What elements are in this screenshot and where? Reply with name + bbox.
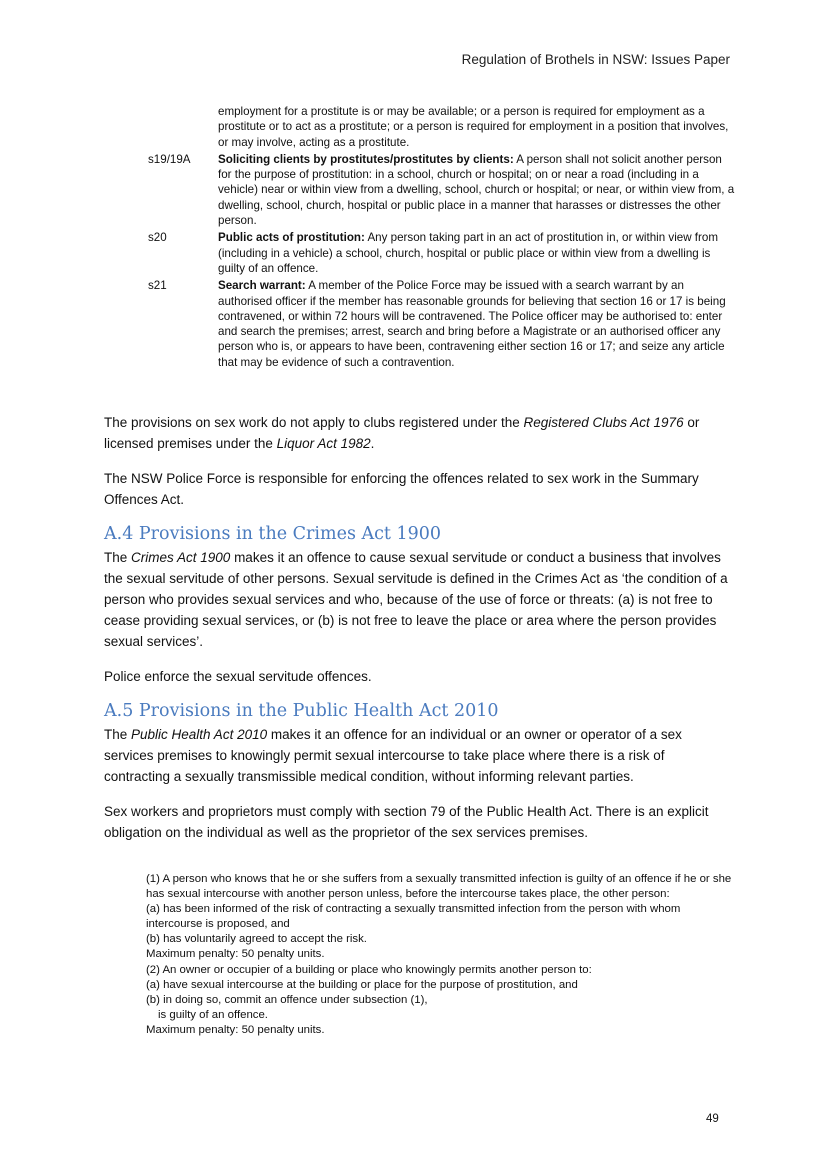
paragraph-crimes-act (104, 547, 734, 652)
text-run: makes it an offence to cause sexual servitude or conduct a business that involves the sexual servitude of other persons. Sexual servitude is defined in the Crimes Act as ‘the condition of a person who provides sexual services and who, because of the use of force or threats: (a) is not free to cease providing sexual services, or (b) is not free to leave the place or area where the person provides sexual services’. (104, 550, 728, 649)
text-run: makes it an offence for an individual or an owner or operator of a sex services premises to knowingly permit sexual intercourse to take place where there is a risk of contracting a sexually transmissible medical condition, without informing relevant parties. (104, 727, 682, 784)
act-title: Public Health Act 2010 (131, 727, 268, 742)
paragraph-public-health-act (104, 724, 734, 787)
quote-line: (2) An owner or occupier of a building or place who knowingly permits another person to: (146, 963, 592, 976)
provision-section (148, 104, 218, 150)
act-title: Crimes Act 1900 (131, 550, 231, 565)
provision-body: Any person taking part in an act of prostitution in, or within view from (including in a vehicle) a school, church, hospital or public place or within view from a dwelling is guilty of an offence. (218, 231, 718, 275)
quote-line: (b) has voluntarily agreed to accept the risk. (146, 933, 367, 946)
provision-section: s21 (148, 279, 167, 293)
provision-row-continuation (148, 104, 738, 150)
provision-section: s20 (148, 231, 167, 245)
provision-title: Soliciting clients by prostitutes/prostitutes by clients: (218, 152, 514, 166)
text-run: . (370, 436, 375, 451)
provision-row-s21 (148, 278, 738, 370)
text-run: The (104, 727, 132, 742)
quote-line: (b) in doing so, commit an offence under subsection (1), (146, 993, 428, 1006)
paragraph-police: The NSW Police Force is responsible for enforcing the offences related to sex work in the Summary Offences Act. (104, 471, 699, 507)
quote-line: (a) have sexual intercourse at the building or place for the purpose of prostitution, and (146, 978, 578, 991)
act-title: Registered Clubs Act 1976 (523, 415, 684, 430)
provisions-table (148, 104, 738, 372)
quoted-legislation (146, 872, 736, 1038)
provision-row-s19 (148, 152, 738, 228)
text-run: The provisions on sex work do not apply to clubs registered under the (104, 415, 524, 430)
provision-text (218, 230, 738, 276)
quote-line: (a) has been informed of the risk of contracting a sexually transmitted infection from the person with whom intercourse is proposed, and (146, 903, 681, 931)
provision-text (218, 152, 738, 228)
provision-title: Search warrant: (218, 279, 306, 293)
quote-line: is guilty of an offence. (158, 1008, 268, 1021)
provision-body: A person shall not solicit another person for the purpose of prostitution: in a school, church or hospital; on or near a road (including in a vehicle) near or within view from a dwelling, school, church or hospital; or near, or within view from, a dwelling, school, church, hospital or public place in a manner that harasses or distresses the other person. (218, 152, 735, 228)
provision-text (218, 278, 738, 370)
provision-body: A member of the Police Force may be issued with a search warrant by an authorised officer if the member has reasonable grounds for believing that section 16 or 17 is being contravened, or within 72 hours will be contravened. The Police officer may be authorised to: enter and search the premises; arrest, search and bring before a Magistrate or an authorised officer any person who is, or appears to have been, contravening either section 16 or 17; and seize any article that may be evidence of such a contravention. (218, 279, 726, 369)
running-header: Regulation of Brothels in NSW: Issues Paper (461, 52, 730, 67)
quote-line: (1) A person who knows that he or she suffers from a sexually transmitted infection is guilty of an offence if he or she has sexual intercourse with another person unless, before the intercourse takes place, the other person: (146, 873, 732, 901)
quote-line: Maximum penalty: 50 penalty units. (146, 1023, 325, 1036)
main-body (104, 412, 734, 857)
provision-section: s19/19A (148, 152, 191, 166)
quote-line: Maximum penalty: 50 penalty units. (146, 948, 325, 961)
act-title: Liquor Act 1982 (276, 436, 371, 451)
text-run: The (104, 550, 132, 565)
provision-row-s20 (148, 230, 738, 276)
section-heading-a5: A.5 Provisions in the Public Health Act 2010 (104, 701, 499, 721)
section-heading-a4: A.4 Provisions in the Crimes Act 1900 (104, 524, 442, 544)
provision-title: Public acts of prostitution: (218, 231, 365, 245)
provision-text: employment for a prostitute is or may be available; or a person is required for employment as a prostitute or to act as a prostitute; or a person is required for employment in a position that involves, or may involve, acting as a prostitute. (218, 105, 729, 149)
paragraph-section-79: Sex workers and proprietors must comply with section 79 of the Public Health Act. There is an explicit obligation on the individual as well as the proprietor of the sex services premises. (104, 804, 709, 840)
page-number: 49 (706, 1113, 719, 1125)
text-run: or licensed premises under the (104, 415, 700, 451)
paragraph-clubs (104, 412, 734, 454)
paragraph-police-enforce: Police enforce the sexual servitude offences. (104, 669, 372, 684)
